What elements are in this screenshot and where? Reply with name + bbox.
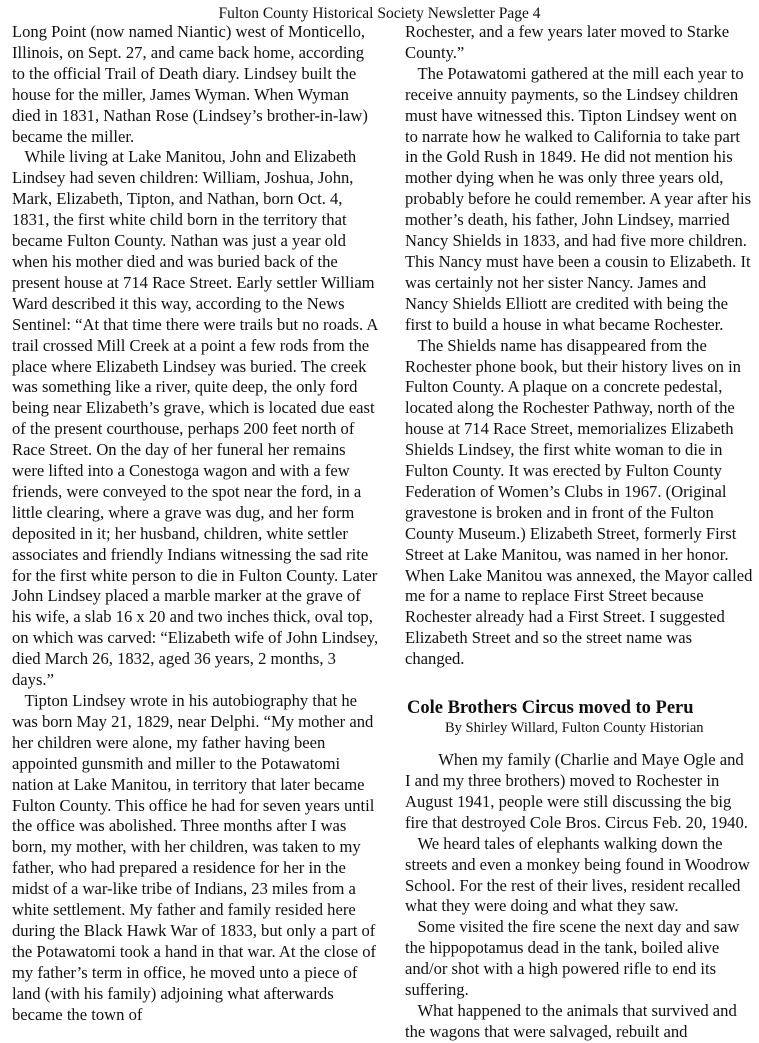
left-column bbox=[12, 22, 380, 1026]
body-paragraph: Long Point (now named Niantic) west of Monticello, Illinois, on Sept. 27, and came back home, according to the official Trail of Death diary. Lindsey built the house for the miller, James Wyman. When Wyman died in 1831, Nathan Rose (Lindsey’s brother-in-law) became the miller. bbox=[12, 22, 368, 146]
body-paragraph: When my family (Charlie and Maye Ogle and I and my three brothers) moved to Rochester in August 1941, people were still discussing the big fire that destroyed Cole Bros. Circus Feb. 20, 1940. bbox=[405, 750, 748, 832]
body-paragraph: We heard tales of elephants walking down the streets and even a monkey being found in Woodrow School. For the rest of their lives, resident recalled what they were doing and what they saw. bbox=[405, 833, 750, 916]
body-paragraph: Some visited the fire scene the next day and saw the hippopotamus dead in the tank, boiled alive and/or shot with a high powered rifle to end its suffering. bbox=[405, 917, 740, 1000]
right-column bbox=[405, 22, 753, 1043]
continued-paragraph: Rochester, and a few years later moved to Starke County.” bbox=[405, 22, 730, 62]
article-byline: By Shirley Willard, Fulton County Historian bbox=[445, 720, 704, 737]
body-paragraph: The Potawatomi gathered at the mill each year to receive annuity payments, so the Lindsey children must have witnessed this. Tipton Lindsey went on to narrate how he walked to California to take part in the Gold Rush in 1849. He did not mention his mother dying when he was only three years old, probably before he could remember. A year after his mother’s death, his father, John Lindsey, married Nancy Shields in 1833, and had five more children. This Nancy must have been a cousin to Elizabeth. It was certainly not her sister Nancy. James and Nancy Shields Elliott are credited with being the first to build a house in what became Rochester. bbox=[405, 63, 752, 334]
body-paragraph: What happened to the animals that survived and the wagons that were salvaged, rebuilt and bbox=[405, 1000, 737, 1041]
body-paragraph: The Shields name has disappeared from the Rochester phone book, but their history lives on in Fulton County. A plaque on a concrete pedestal, located along the Rochester Pathway, north of the house at 714 Race Street, memorializes Elizabeth Shields Lindsey, the first white woman to die in Fulton County. It was erected by Fulton County Federation of Women’s Clubs in 1967. (Original gravestone is broken and in front of the Fulton County Museum.) Elizabeth Street, formerly First Street at Lake Manitou, was named in her honor. When Lake Manitou was annexed, the Mayor called me for a name to replace First Street because Rochester already had a First Street. I suggested Elizabeth Street and so the street name was changed. bbox=[405, 335, 753, 669]
body-paragraph: While living at Lake Manitou, John and Elizabeth Lindsey had seven children: William, Joshua, John, Mark, Elizabeth, Tipton, and Nathan, born Oct. 4, 1831, the first white child born in the territory that became Fulton County. Nathan was just a year old when his mother died and was buried back of the present house at 714 Race Street. Early settler William Ward described it this way, according to the News Sentinel: “At that time there were trails but no roads. A trail crossed Mill Creek at a point a few rods from the place where Elizabeth Lindsey was buried. The creek was something like a river, quite deep, the only ford being near Elizabeth’s grave, which is located due east of the present courthouse, perhaps 200 feet north of Race Street. On the day of her funeral her remains were lifted into a Conestoga wagon and with a few friends, were conveyed to the spot near the ford, in a little clearing, where a grave was dug, and her form deposited in it; her husband, children, white settler associates and friendly Indians witnessing the sad rite for the first white person to die in Fulton County. Later John Lindsey placed a marble marker at the grave of his wife, a slab 16 x 20 and two inches thick, oval top, on which was carved: “Elizabeth wife of John Lindsey, died March 26, 1832, aged 36 years, 2 months, 3 days.” bbox=[12, 147, 379, 690]
body-paragraph: Tipton Lindsey wrote in his autobiography that he was born May 21, 1829, near Delphi. “My mother and her children were alone, my father having been appointed gunsmith and miller to the Potawatomi nation at Lake Manitou, in territory that later became Fulton County. This office he had for seven years until the office was abolished. Three months after I was born, my mother, with her children, was taken to my father, who had prepared a residence for her in the midst of a war-like tribe of Indians, 23 miles from a white settlement. My father and family resided here during the Black Hawk War of 1833, but only a part of the Potawatomi took a hand in that war. At the close of my father’s term in office, he moved unto a piece of land (with his family) adjoining what afterwards became the town of bbox=[12, 691, 377, 1024]
section-spacer bbox=[405, 670, 753, 697]
article-title: Cole Brothers Circus moved to Peru bbox=[407, 698, 694, 719]
page-header: Fulton County Historical Society Newsletter Page 4 bbox=[218, 5, 541, 22]
